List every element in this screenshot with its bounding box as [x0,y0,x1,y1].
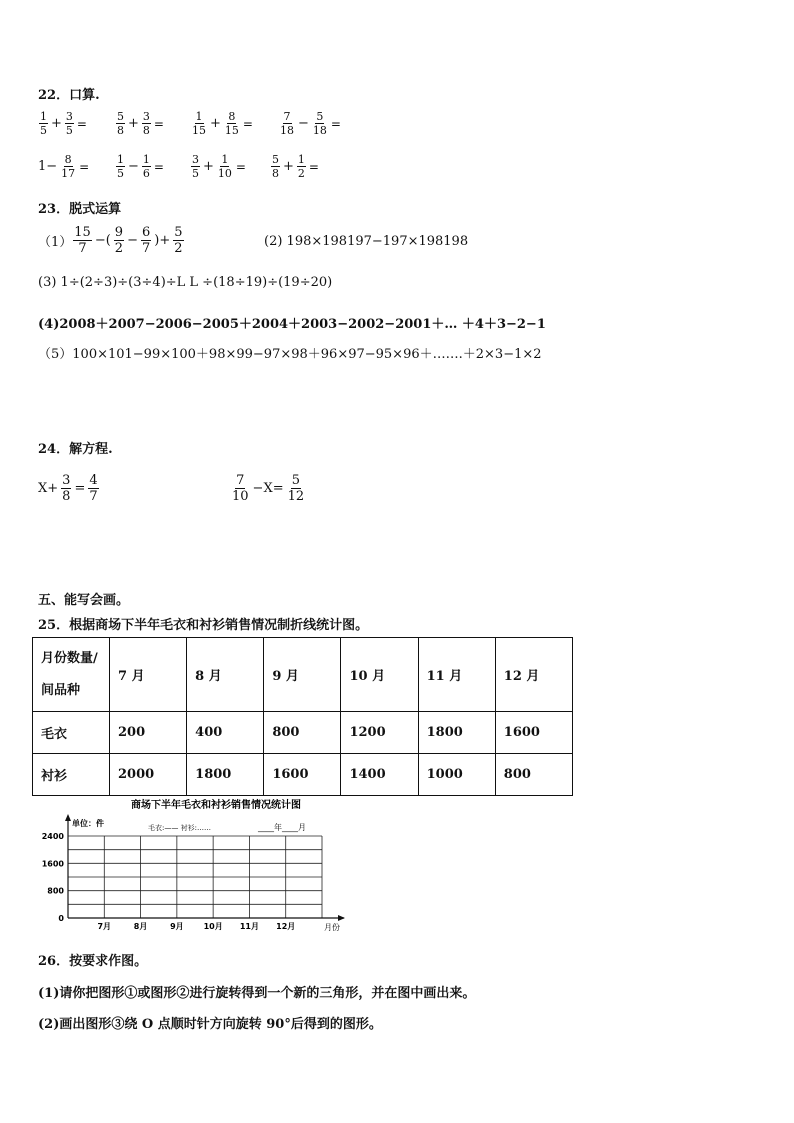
operator: −( [94,233,111,248]
oral-calc-1 [38,111,87,136]
equation-prefix: X+ [38,481,59,496]
equals-sign: = [153,159,164,174]
fraction: $\frac{5}{2}$ [174,225,183,256]
oral-calc-2 [115,111,164,136]
equation-1 [38,474,100,503]
y-tick-label: 1600 [41,859,64,869]
table-cell: 1800 [418,712,495,754]
legend: 毛衣:—— 衬衫:…… [148,824,211,832]
fraction: $\frac{15}{7}$ [74,225,91,256]
table-cell: 1600 [264,754,341,796]
oral-calc-8 [270,154,319,179]
x-axis-arrow-icon [338,915,345,921]
operator: + [128,116,139,131]
chart-title: 商场下半年毛衣和衬衫销售情况统计图 [131,800,301,811]
x-axis-end-label: 月份 [324,923,340,932]
y-axis-arrow-icon [65,814,71,821]
fraction: $\frac{1}{5}$ [40,110,47,137]
month-header: 9 月 [264,638,341,712]
fraction: $\frac{7}{10}$ [232,473,249,504]
fraction: $\frac{1}{10}$ [217,153,232,180]
table-cell: 1400 [341,754,418,796]
operator: + [283,159,294,174]
sales-table [32,637,573,796]
q26-title: 26．按要求作图。 [38,954,148,969]
table-cell: 1600 [495,712,572,754]
date-line: ____年____月 [258,823,306,832]
fraction: $\frac{3}{5}$ [65,110,73,137]
table-cell: 1800 [187,754,264,796]
corner-label: 月份数量/ [41,650,98,666]
table-corner-cell [33,638,110,712]
x-tick-label: 10月 [203,922,223,931]
operator: = [74,481,86,496]
q22-title: 22．口算. [38,88,100,103]
x-tick-label: 8月 [133,922,148,931]
q26-part-2: (2)画出图形③绕 O 点顺时针方向旋转 90°后得到的图形。 [38,1017,382,1032]
table-cell: 2000 [110,754,187,796]
fraction: $\frac{5}{18}$ [312,110,327,137]
equals-sign: = [153,116,164,131]
fraction: $\frac{4}{7}$ [89,473,98,504]
x-axis [97,922,295,931]
y-tick-label: 800 [47,886,64,896]
operator: − [127,233,138,248]
line-chart [36,796,356,936]
equals-sign: = [79,159,90,174]
equals-sign: = [242,116,253,131]
fraction: $\frac{3}{8}$ [142,110,150,137]
oral-calc-7 [190,154,246,179]
operator: )+ [154,233,171,248]
corner-label: 间品种 [41,682,81,698]
fraction: $\frac{8}{17}$ [61,153,76,180]
section-heading: 五、能写会画。 [38,593,130,608]
operator: + [51,116,62,131]
operator: −X= [252,481,284,496]
table-cell: 400 [187,712,264,754]
table-cell: 800 [264,712,341,754]
operator: − [298,116,309,131]
x-tick-label: 11月 [239,922,259,931]
fraction: $\frac{6}{7}$ [141,225,151,256]
equals-sign: = [235,159,246,174]
calc-problem-3: (3) 1÷(2÷3)÷(3÷4)÷L L ÷(18÷19)÷(19÷20) [38,275,333,290]
fraction: $\frac{3}{5}$ [192,153,199,180]
operator: + [203,159,214,174]
equals-sign: = [330,116,341,131]
x-tick-label: 7月 [97,922,112,931]
y-tick-label: 2400 [41,832,64,841]
fraction: $\frac{5}{8}$ [272,153,279,180]
operator: 1− [38,159,58,174]
fraction: $\frac{9}{2}$ [114,225,124,256]
oral-calc-6 [115,154,164,179]
table-row [33,754,573,796]
problem-label: （1） [38,235,73,250]
table-cell: 1000 [418,754,495,796]
operator: + [210,116,221,131]
q26-part-1: (1)请你把图形①或图形②进行旋转得到一个新的三角形，并在图中画出来。 [38,986,476,1001]
row-label: 衬衫 [33,754,110,796]
month-header: 12 月 [495,638,572,712]
fraction: $\frac{5}{8}$ [117,110,124,137]
equals-sign: = [308,159,319,174]
table-cell: 1200 [341,712,418,754]
table-row [33,712,573,754]
q25-title: 25．根据商场下半年毛衣和衬衫销售情况制折线统计图。 [38,618,369,633]
table-header-row [33,638,573,712]
calc-problem-1 [38,226,185,255]
table-cell: 200 [110,712,187,754]
fraction: $\frac{1}{2}$ [297,153,305,180]
oral-calc-4 [278,111,341,136]
x-tick-label: 12月 [276,922,296,931]
calc-problem-5: （5）100×101−99×100＋98×99−97×98＋96×97−95×96＋…….＋2×3−1×2 [38,347,542,362]
x-tick-label: 9月 [170,922,184,931]
fraction: $\frac{7}{18}$ [280,110,294,137]
fraction: $\frac{1}{5}$ [117,153,124,180]
y-axis [42,832,65,923]
fraction: $\frac{8}{15}$ [224,110,239,137]
calc-problem-4: (4)2008＋2007−2006−2005＋2004＋2003−2002−2001＋… ＋4＋3−2−1 [38,317,546,332]
y-tick-label: 0 [58,914,64,923]
month-header: 11 月 [418,638,495,712]
unit-label: 单位：件 [72,819,104,828]
fraction: $\frac{1}{15}$ [192,110,206,137]
row-label: 毛衣 [33,712,110,754]
fraction: $\frac{3}{8}$ [62,473,71,504]
fraction: $\frac{5}{12}$ [287,473,305,504]
q23-title: 23．脱式运算 [38,202,122,217]
table-cell: 800 [495,754,572,796]
q24-title: 24．解方程. [38,442,113,457]
oral-calc-5 [38,154,89,179]
oral-calc-3 [190,111,253,136]
month-header: 10 月 [341,638,418,712]
calc-problem-2: (2) 198×198197−197×198198 [264,234,469,249]
operator: − [128,159,139,174]
month-header: 7 月 [110,638,187,712]
equation-2 [230,474,306,503]
month-header: 8 月 [187,638,264,712]
fraction: $\frac{1}{6}$ [142,153,150,180]
equals-sign: = [76,116,87,131]
